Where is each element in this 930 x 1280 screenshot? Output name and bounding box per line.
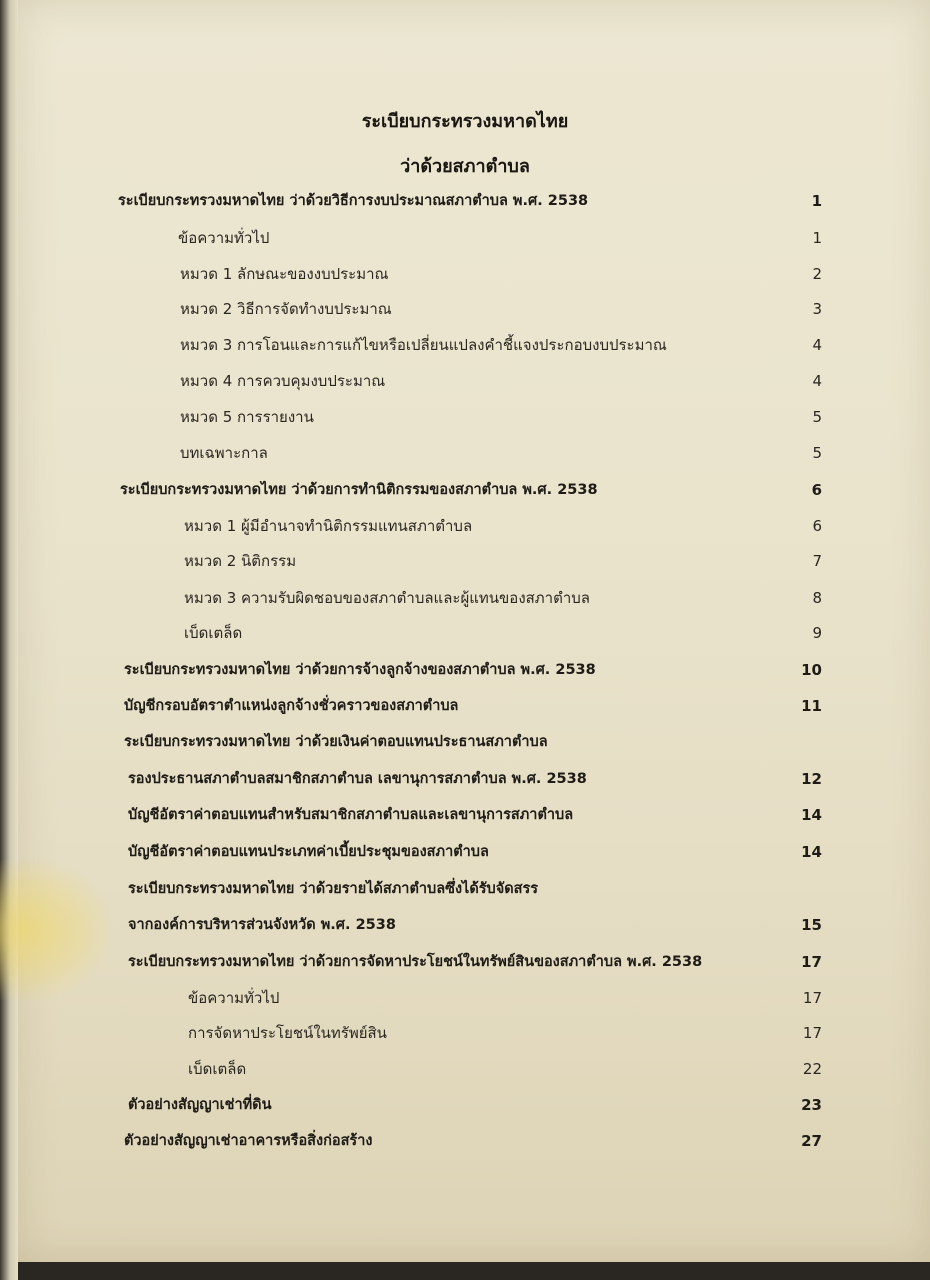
toc-entry <box>0 1021 930 1045</box>
toc-entry-page-number: 14 <box>801 843 822 861</box>
toc-entry-title: หมวด 1 ลักษณะของงบประมาณ <box>180 265 389 283</box>
toc-entry-title: ระเบียบกระทรวงมหาดไทย ว่าด้วยรายได้สภาตำบลซึ่งได้รับจัดสรร <box>128 881 539 897</box>
toc-entry-page-number: 5 <box>812 408 822 426</box>
toc-entry-page-number: 12 <box>801 770 822 788</box>
toc-entry-title: จากองค์การบริหารส่วนจังหวัด พ.ศ. 2538 <box>128 917 396 933</box>
toc-entry-page-number: 6 <box>811 481 822 499</box>
toc-entry-page-number: 17 <box>802 1024 822 1042</box>
toc-entry-page-number: 4 <box>812 372 822 390</box>
toc-entry-title: หมวด 5 การรายงาน <box>180 408 314 426</box>
toc-entry <box>0 658 930 682</box>
toc-entry-title: บัญชีกรอบอัตราตำแหน่งลูกจ้างชั่วคราวของสภาตำบล <box>124 698 459 714</box>
toc-entry <box>0 950 930 974</box>
toc-entry <box>0 333 930 357</box>
toc-entry <box>0 986 930 1010</box>
toc-entry <box>0 297 930 321</box>
toc-entry-title: บัญชีอัตราค่าตอบแทนสำหรับสมาชิกสภาตำบลและเลขานุการสภาตำบล <box>128 807 574 823</box>
toc-entry-page-number: 1 <box>812 229 822 247</box>
toc-entry <box>0 840 930 864</box>
toc-entry-page-number: 11 <box>801 697 822 715</box>
toc-entry-page-number: 4 <box>812 336 822 354</box>
toc-entry-title: หมวด 1 ผู้มีอำนาจทำนิติกรรมแทนสภาตำบล <box>184 517 473 535</box>
toc-entry <box>0 369 930 393</box>
toc-entry-title: ระเบียบกระทรวงมหาดไทย ว่าด้วยวิธีการงบประมาณสภาตำบล พ.ศ. 2538 <box>118 193 589 209</box>
toc-entry-title: หมวด 3 ความรับผิดชอบของสภาตำบลและผู้แทนของสภาตำบล <box>184 589 590 607</box>
toc-entry-title: ระเบียบกระทรวงมหาดไทย ว่าด้วยเงินค่าตอบแทนประธานสภาตำบล <box>124 734 548 750</box>
toc-entry-page-number: 14 <box>801 806 822 824</box>
toc-entry-title: การจัดหาประโยชน์ในทรัพย์สิน <box>188 1024 387 1042</box>
toc-entry <box>0 549 930 573</box>
toc-entry-page-number: 3 <box>812 300 822 318</box>
toc-entry <box>0 1093 930 1117</box>
toc-entry-page-number: 7 <box>812 552 822 570</box>
toc-entry-title: หมวด 3 การโอนและการแก้ไขหรือเปลี่ยนแปลงคำชี้แจงประกอบงบประมาณ <box>180 336 667 354</box>
toc-entry-title: หมวด 4 การควบคุมงบประมาณ <box>180 372 386 390</box>
toc-entry <box>0 478 930 502</box>
toc-entry <box>0 767 930 791</box>
toc-entry-page-number: 22 <box>802 1060 822 1078</box>
toc-entry-page-number: 5 <box>812 444 822 462</box>
toc-entry <box>0 1057 930 1081</box>
toc-entry-page-number: 8 <box>812 589 822 607</box>
toc-entry-title: ระเบียบกระทรวงมหาดไทย ว่าด้วยการทำนิติกรรมของสภาตำบล พ.ศ. 2538 <box>120 482 598 498</box>
toc-entry <box>0 586 930 610</box>
toc-entry-page-number: 17 <box>802 989 822 1007</box>
toc-entry-title: ข้อความทั่วไป <box>178 229 270 247</box>
document-subtitle: ว่าด้วยสภาตำบล <box>400 156 530 177</box>
toc-entry-title: เบ็ดเตล็ด <box>188 1060 247 1078</box>
toc-entry <box>0 441 930 465</box>
toc-entry-page-number: 1 <box>811 192 822 210</box>
toc-entry-page-number: 6 <box>812 517 822 535</box>
toc-entry-title: หมวด 2 นิติกรรม <box>184 552 297 570</box>
toc-entry <box>0 877 930 901</box>
toc-entry <box>0 913 930 937</box>
toc-entry-title: หมวด 2 วิธีการจัดทำงบประมาณ <box>180 300 392 318</box>
toc-entry-page-number: 15 <box>801 916 822 934</box>
toc-entry-page-number: 23 <box>801 1096 822 1114</box>
toc-entry <box>0 405 930 429</box>
toc-entry-page-number: 2 <box>812 265 822 283</box>
toc-entry <box>0 803 930 827</box>
toc-entry-title: บัญชีอัตราค่าตอบแทนประเภทค่าเบี้ยประชุมของสภาตำบล <box>128 844 489 860</box>
toc-entry-title: ระเบียบกระทรวงมหาดไทย ว่าด้วยการจ้างลูกจ้างของสภาตำบล พ.ศ. 2538 <box>124 662 596 678</box>
toc-entry-title: บทเฉพาะกาล <box>180 444 268 462</box>
toc-entry <box>0 730 930 754</box>
toc-entry <box>0 1129 930 1153</box>
toc-entry-page-number: 9 <box>812 624 822 642</box>
toc-entry-title: รองประธานสภาตำบลสมาชิกสภาตำบล เลขานุการสภาตำบล พ.ศ. 2538 <box>128 771 587 787</box>
toc-entry-title: ตัวอย่างสัญญาเช่าอาคารหรือสิ่งก่อสร้าง <box>124 1133 373 1149</box>
toc-entry <box>0 262 930 286</box>
toc-entry-title: ข้อความทั่วไป <box>188 989 280 1007</box>
toc-entry <box>0 226 930 250</box>
toc-entry <box>0 694 930 718</box>
toc-entry-title: ตัวอย่างสัญญาเช่าที่ดิน <box>128 1097 272 1113</box>
toc-entry <box>0 189 930 213</box>
toc-entry-title: ระเบียบกระทรวงมหาดไทย ว่าด้วยการจัดหาประโยชน์ในทรัพย์สินของสภาตำบล พ.ศ. 2538 <box>128 954 703 970</box>
toc-entry-page-number: 17 <box>801 953 822 971</box>
toc-entry <box>0 514 930 538</box>
document-title: ระเบียบกระทรวงมหาดไทย <box>361 111 569 132</box>
toc-entry-page-number: 10 <box>801 661 822 679</box>
toc-entry-page-number: 27 <box>801 1132 822 1150</box>
toc-entry-title: เบ็ดเตล็ด <box>184 624 243 642</box>
toc-entry <box>0 621 930 645</box>
